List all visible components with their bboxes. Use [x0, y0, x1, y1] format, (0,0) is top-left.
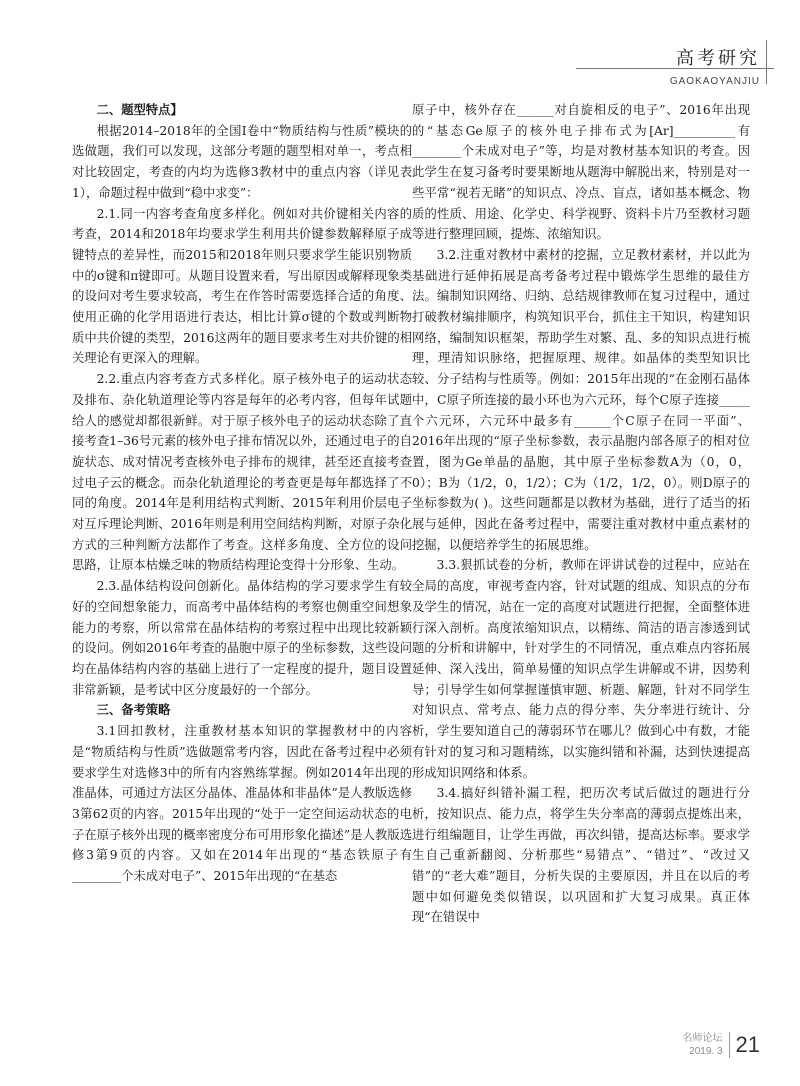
left-column: [72, 100, 412, 887]
footer-meta: [683, 1032, 723, 1058]
section-title: 高考研究: [676, 48, 760, 69]
right-column: [412, 100, 750, 928]
paragraph: 2.1.同一内容考查角度多样化。例如对共价键相关内容的考查，2014和2018年均要求学生利用共价键参数解释原子成键特点的差异性，而2015和2018年则只要求学生能识别物质中的σ键和π键即可。从题目设置来看，写出原因或解释现象类的设问对考生要求较高，考生在作答时需要选择合适的角度、使用正确的化学用语进行表达，相比计算σ键的个数或判断物质中共价键的类型，2016这两年的题目要求考生对共价键的相关理论有更深入的理解。: [72, 206, 412, 366]
journal-name: 名师论坛: [682, 1033, 723, 1044]
paragraph: 3.2.注重对教材中素材的挖掘，立足教材素材，并以此为基础进行延伸拓展是高考备考过程中锻炼学生思维的最佳方法。编制知识网络、归纳、总结规律教师在复习过程中，通过打破教材编排顺序，构筑知识平台，抓住主干知识，构建知识网络，编制知识框架，帮助学生对繁、乱、多的知识点进行梳理，理清知识脉络，把握原理、规律。如晶体的类型知识比较、分子结构与性质等。例如：2015年出现的“在金刚石晶体中，C原子所连接的最小环也为六元环，每个C原子连接_____个六元环，六元环中最多有______个C原子在同一平面”、2016年出现的“原子坐标参数，表示晶胞内部各原子的相对位置，图为Ge单晶的晶胞，其中原子坐标参数A为（0，0，0）；B为（1/2，0，1/2）；C为（1/2，1/2，0）。则D原子的坐标参数为( )。这些问题都是以教材为基础，进行了适当的拓展与延伸，因此在备考过程中，需要注重对教材中重点素材的挖掘，以便培养学生的拓展思维。: [412, 247, 750, 552]
header-divider-vertical: [766, 40, 767, 84]
heading: 二、题型特点】: [96, 103, 183, 117]
section-subtitle: GAOKAOYANJIU: [669, 76, 760, 87]
paragraph: 根据2014–2018年的全国Ⅰ卷中“物质结构与性质”模块的选做题，我们可以发现，这部分考题的题型相对单一，考点相对比较固定，考查的内均为选修3教材中的重点内容（详见表1），命题过程中做到“稳中求变”：: [72, 123, 412, 200]
paragraph: 2.2.重点内容考查方式多样化。原子核外电子的运动状态及排布、杂化轨道理论等内容是每年的必考内容，但每年试题给人的感觉却都很新鲜。对于原子核外电子的运动状态除了直接考查1–36号元素的核外电子排布情况以外，还通过电子的自旋状态、成对情况考查核外电子排布的规律，甚至还直接考查过电子云的概念。而杂化轨道理论的考查更是每年都选择了不同的角度。2014年是利用结构式判断、2015年利用价层电子对互斥理论判断、2016年则是利用空间结构判断，对原子杂化方式的三种判断方法都作了考查。这样多角度、全方位的设问思路，让原本枯燥乏味的物质结构理论变得十分形象、生动。: [72, 372, 412, 573]
paragraph: 3.1回扣教材，注重教材基本知识的掌握教材中的内容是“物质结构与性质”选做题常考内容，因此在备考过程中必须要求学生对选修3中的所有内容熟练掌握。例如2014年出现的准晶体，可通过方法区分晶体、准晶体和非晶体”是人教版选修3第62页的内容。2015年出现的“处于一定空间运动状态的电子在原子核外出现的概率密度分布可用形象化描述”是人教版选修3第9页的内容。又如在2014年出现的“基态铁原子有________个未成对电子”、2015年出现的“在基态: [72, 724, 412, 884]
paragraph: 3.4.搞好纠错补漏工程，把历次考试后做过的题进行分析，按知识点、能力点，将学生失分率高的薄弱点提炼出来，进行组编题目，让学生再做，再次纠错，提高达标率。要求学生自己重新翻阅、分析那些“易错点”、“错过”、“改过又错”的“老大难”题目，分析失误的主要原因，并且在以后的考题中如何避免类似错误，以巩固和扩大复习成果。真正体现“在错误中: [412, 786, 750, 925]
heading: 三、备考策略: [96, 703, 171, 718]
issue-number: 2019. 3: [689, 1046, 723, 1057]
paragraph: 2.3.晶体结构设问创新化。晶体结构的学习要求学生有较好的空间想象能力，而高考中晶体结构的考察也侧重空间想象能力的考察，所以常常在晶体结构的考察过程中出现比较新颖的设问。例如2016年考查的晶胞中原子的坐标参数，这些设问均在晶体结构内容的基础上进行了一定程度的提升，题目设置非常新颖，是考试中区分度最好的一个部分。: [72, 579, 412, 697]
page-number: 21: [729, 1032, 760, 1058]
page-header: [670, 44, 760, 87]
page-footer: [683, 1032, 760, 1058]
paragraph-continued: 原子中，核外存在______对自旋相反的电子”、2016年出现的“基态Ge原子的核外电子排布式为[Ar]__________有________个未成对电子”等，均是对教材基本知识的考查。因此学生在复习备考时要果断地从题海中解脱出来，特别是对一些平常“视若无睹”的知识点、冷点、盲点，诸如基本概念、物质的性质、用途、化学史、科学视野、资料卡片乃至教材习题等进行整理回顾，提炼、浓缩知识。: [412, 103, 750, 242]
paragraph: 3.3.狠抓试卷的分析，教师在评讲试卷的过程中，应站在全局的高度，审视考查内容，针对试题的组成、知识点的分布及学生的情况，站在一定的高度对试题进行把握，全面整体进行深入剖析。高度浓缩知识点，以精练、简洁的语言渗透到试题的分析和讲解中，针对学生的不同情况，重点难点内容拓展延伸、深入浅出，简单易懂的知识点学生讲解或不讲，因势利导；引导学生如何掌握谨慎审题、析题、解题，针对不同学生对知识点、常考点、能力点的得分率、失分率进行统计、分析，学生要知道自己的薄弱环节在哪儿？做到心中有数，才能有针对的复习和习题精练，以实施纠错和补漏，达到快速提高形成知识网络和体系。: [412, 558, 750, 780]
